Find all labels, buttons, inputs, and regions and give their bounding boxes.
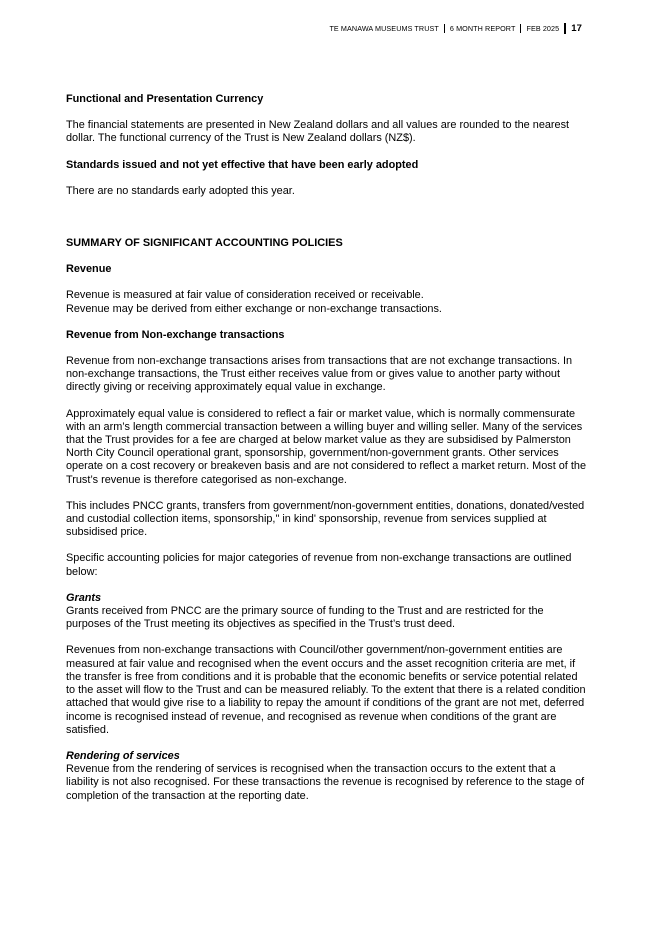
heading-rendering: Rendering of services	[66, 749, 180, 762]
header-report: 6 MONTH REPORT	[449, 24, 516, 33]
paragraph-currency: The financial statements are presented in New Zealand dollars and all values are rounded to the nearest dollar. The functional currency of the Trust is New Zealand dollars (NZ$).	[66, 119, 570, 145]
paragraph-revenue-2: Revenue may be derived from either exchange or non-exchange transactions.	[66, 302, 442, 315]
header-divider	[444, 24, 445, 33]
document-body	[66, 93, 586, 803]
paragraph-nonexchange-3: This includes PNCC grants, transfers from government/non-government entities, donations, donated/vested and custodial collection items, sponsorship," in kind' sponsorship, revenue from services supplied at subsidised price.	[66, 499, 585, 539]
page-header	[329, 23, 582, 34]
heading-grants: Grants	[66, 591, 102, 604]
header-org: TE MANAWA MUSEUMS TRUST	[329, 24, 439, 33]
heading-revenue: Revenue	[66, 263, 112, 276]
paragraph-rendering: Revenue from the rendering of services is recognised when the transaction occurs to the extent that a liability is not also recognised. For these transactions the revenue is recognised by reference to the stage of completion of the transaction at the reporting date.	[66, 763, 585, 802]
header-divider	[520, 24, 521, 33]
heading-nonexchange: Revenue from Non-exchange transactions	[66, 328, 285, 341]
header-divider	[564, 23, 566, 34]
paragraph-nonexchange-1: Revenue from non-exchange transactions arises from transactions that are not exchange transactions. In non-exchange transactions, the Trust either receives value from or gives value to another party without directly giving or receiving approximately equal value in exchange.	[66, 355, 573, 394]
paragraph-grants-2: Revenues from non-exchange transactions with Council/other government/non-government entities are measured at fair value and recognised when the event occurs and the asset recognition criteria are met, if the transfer is free from conditions and it is probable that the economic benefits or service potential related to the asset will flow to the Trust and can be measured reliably. To the extent that there is a related condition attached that would give rise to a liability to repay the amount if conditions of the grant are not met, deferred income is recognised instead of revenue, and recognised as revenue when conditions of the grant are satisfied.	[66, 644, 586, 736]
paragraph-standards: There are no standards early adopted this year.	[66, 184, 295, 197]
paragraph-revenue-1: Revenue is measured at fair value of consideration received or receivable.	[66, 289, 424, 302]
heading-standards: Standards issued and not yet effective that have been early adopted	[66, 158, 419, 171]
header-date: FEB 2025	[526, 24, 560, 33]
paragraph-nonexchange-2: Approximately equal value is considered to reflect a fair or market value, which is normally commensurate with an arm’s length commercial transaction between a willing buyer and willing seller. Many of the services that the Trust provides for a fee are charged at below market value as they are subsidised by Palmerston North City Council operational grant, sponsorship, government/non-government grants. Other services operate on a cost recovery or breakeven basis and are not considered to reflect a market return. Most of the Trust’s revenue is therefore categorised as non-exchange.	[66, 407, 587, 486]
page-number: 17	[571, 23, 582, 34]
paragraph-grants-1: Grants received from PNCC are the primary source of funding to the Trust and are restricted for the purposes of the Trust meeting its objectives as specified in the Trust’s trust deed.	[66, 605, 544, 631]
heading-summary: SUMMARY OF SIGNIFICANT ACCOUNTING POLICIES	[66, 237, 343, 250]
paragraph-nonexchange-4: Specific accounting policies for major categories of revenue from non-exchange transactions are outlined below:	[66, 552, 572, 578]
heading-currency: Functional and Presentation Currency	[66, 93, 264, 105]
